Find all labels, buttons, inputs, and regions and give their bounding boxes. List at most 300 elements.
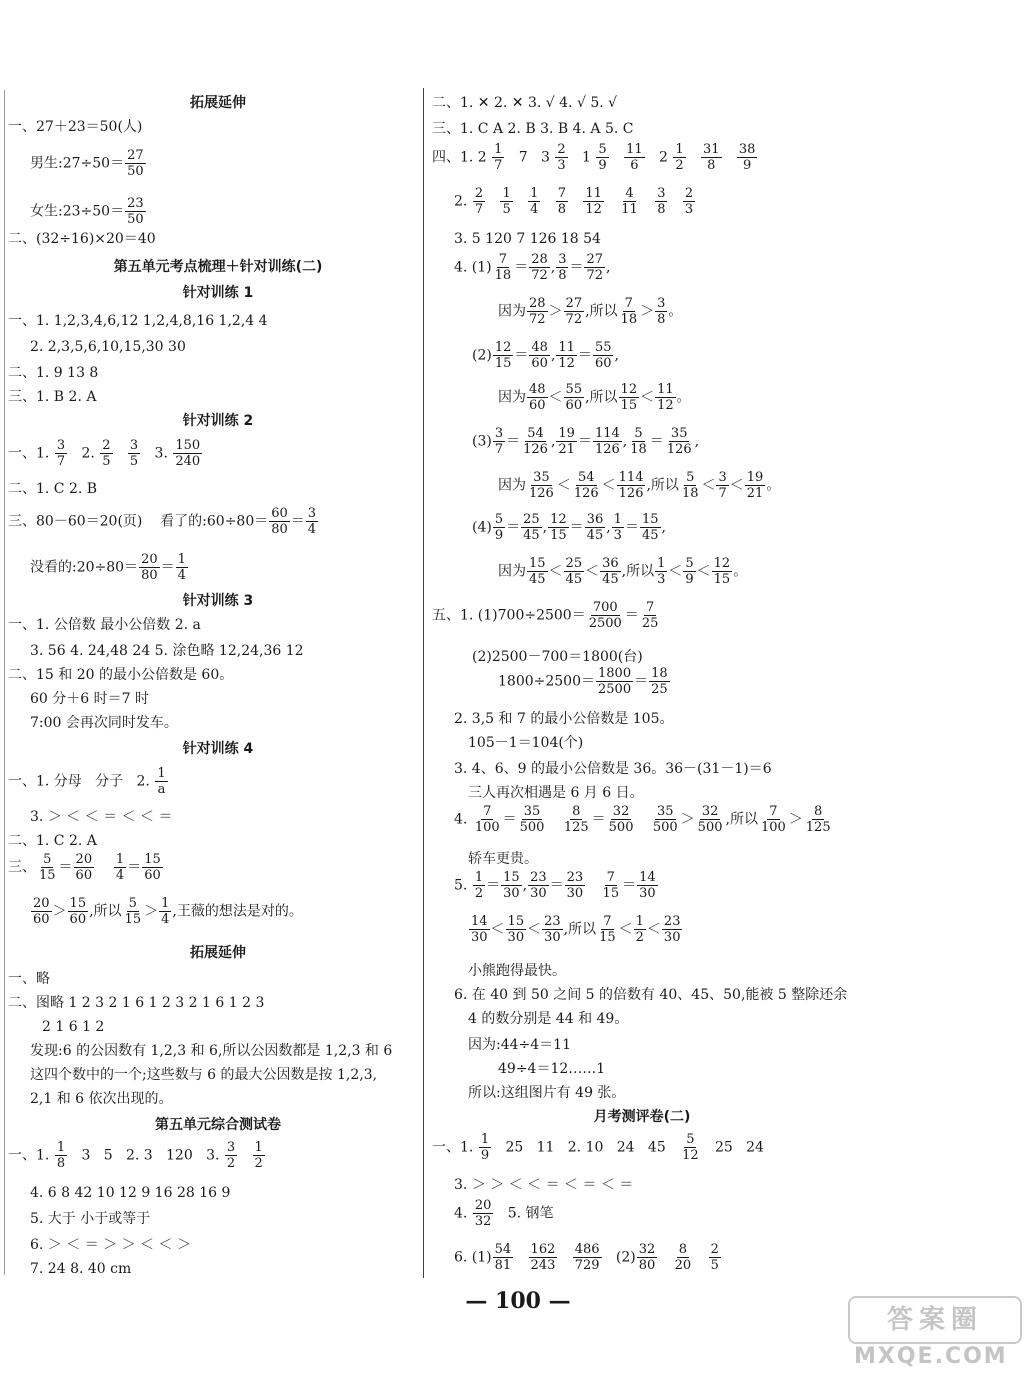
fraction <box>74 852 95 883</box>
fraction <box>596 142 608 173</box>
answer-text: ＞ <box>788 811 803 828</box>
denominator: 6 <box>630 158 639 173</box>
answer-line <box>432 600 661 631</box>
fraction <box>587 600 624 631</box>
denominator: 60 <box>594 356 612 371</box>
fraction <box>617 470 646 501</box>
answer-text: ＝ <box>502 811 517 828</box>
denominator: 18 <box>620 312 638 327</box>
fraction <box>601 870 622 901</box>
watermark-top: 答案圈 <box>848 1296 1022 1344</box>
fraction <box>556 426 577 457</box>
answer-line <box>8 364 98 382</box>
answer-text: ＝ <box>569 519 584 536</box>
answer-line <box>30 552 189 583</box>
answer-text: ＞ <box>52 903 67 920</box>
denominator: 2 <box>226 1156 236 1171</box>
denominator: 60 <box>33 912 50 927</box>
answer-text: 。 <box>766 477 781 494</box>
answer-text: 发现:6 的公因数有 1,2,3 和 6,所以公因数都是 1,2,3 和 6 <box>30 1043 393 1059</box>
answer-text: 。 <box>733 563 748 580</box>
answer-text: 5. 钢笔 <box>494 1205 554 1222</box>
fraction <box>640 600 661 631</box>
numerator: 4 <box>625 186 634 201</box>
watermark-logo <box>848 1296 1028 1369</box>
page-number: — 100 — <box>465 1288 571 1314</box>
fraction <box>673 142 685 173</box>
answer-line <box>8 312 268 330</box>
answer-text: ＝ <box>160 559 175 576</box>
answer-line <box>30 338 186 356</box>
answer-text: 没看的:20÷80＝ <box>30 559 139 576</box>
denominator: 9 <box>743 158 752 173</box>
numerator: 5 <box>685 556 694 571</box>
numerator: 55 <box>565 382 583 397</box>
denominator: 30 <box>639 886 656 901</box>
answer-text: 105－1＝104(个) <box>468 735 584 751</box>
answer-text: 7 3 <box>505 149 555 166</box>
answer-line <box>454 186 696 217</box>
numerator: 2 <box>557 142 566 157</box>
denominator: 12 <box>682 1148 699 1163</box>
fraction <box>696 804 725 835</box>
answer-line <box>8 118 142 136</box>
answer-text: ＜ <box>640 389 655 406</box>
numerator: 23 <box>127 196 144 211</box>
answer-line <box>454 710 674 728</box>
denominator: 5 <box>502 202 511 217</box>
denominator: 72 <box>586 268 604 283</box>
answer-text: ＝ <box>624 607 639 624</box>
numerator: 19 <box>558 426 575 441</box>
denominator: 18 <box>494 268 512 283</box>
numerator: 162 <box>530 1242 556 1257</box>
numerator: 7 <box>557 186 567 201</box>
denominator: 125 <box>563 820 589 835</box>
numerator: 20 <box>75 852 93 867</box>
numerator: 32 <box>638 1242 656 1257</box>
numerator: 150 <box>175 438 201 453</box>
answer-line <box>498 296 682 327</box>
answer-text: 二、1. 9 13 8 <box>8 365 99 381</box>
fraction <box>55 1140 67 1171</box>
fraction <box>673 1242 694 1273</box>
answer-text <box>723 150 736 166</box>
denominator: 9 <box>494 528 504 543</box>
answer-text: 女生:23÷50＝ <box>30 203 125 220</box>
answer-text: 3. ＞ ＜ ＜ ＝ ＜ ＜ ＝ <box>30 809 173 825</box>
numerator: 11 <box>558 340 575 355</box>
answer-text: 1800÷2500＝ <box>498 673 595 690</box>
denominator: 240 <box>175 454 201 469</box>
answer-text: 4. 6 8 42 10 12 9 16 28 16 9 <box>30 1185 231 1201</box>
denominator: 125 <box>805 820 831 835</box>
fraction <box>493 512 505 543</box>
answer-text: ＝ <box>58 859 73 876</box>
numerator: 54 <box>494 1242 512 1257</box>
fraction <box>655 186 667 217</box>
denominator: 30 <box>503 886 520 901</box>
numerator: 23 <box>544 914 561 929</box>
fraction <box>597 914 618 945</box>
section-heading: 针对训练 3 <box>182 593 254 609</box>
denominator: 5 <box>102 454 111 469</box>
answer-text <box>541 194 554 210</box>
numerator: 486 <box>574 1242 600 1257</box>
denominator: 8 <box>657 312 666 327</box>
section-heading: 第五单元综合测试卷 <box>155 1117 281 1133</box>
answer-text: 五、1. (1)700÷2500＝ <box>432 607 586 624</box>
denominator: 20 <box>674 1258 692 1273</box>
fraction <box>573 1242 602 1273</box>
denominator: 12 <box>657 398 674 413</box>
answer-text: 2. 2,3,5,6,10,15,30 30 <box>30 339 186 355</box>
denominator: 7 <box>474 202 484 217</box>
fraction <box>593 426 622 457</box>
numerator: 8 <box>678 1242 688 1257</box>
numerator: 3 <box>718 470 727 485</box>
answer-line <box>432 1132 764 1163</box>
fraction <box>634 914 646 945</box>
answer-text: 一、1. 分母 分子 2. <box>8 773 155 790</box>
fraction <box>493 1242 514 1273</box>
fraction <box>683 186 695 217</box>
numerator: 25 <box>523 512 540 527</box>
numerator: 25 <box>565 556 583 571</box>
denominator: 500 <box>652 820 678 835</box>
denominator: 15 <box>713 572 731 587</box>
fraction <box>655 556 667 587</box>
denominator: 2500 <box>598 682 632 697</box>
fraction <box>500 186 512 217</box>
fraction <box>572 470 601 501</box>
answer-text: 一、1. <box>8 445 54 462</box>
answer-text <box>114 446 127 462</box>
fraction <box>492 142 504 173</box>
numerator: 35 <box>533 470 550 485</box>
fraction <box>662 914 683 945</box>
numerator: 114 <box>594 426 620 441</box>
answer-text <box>547 812 560 828</box>
answer-line <box>8 616 201 634</box>
fraction <box>556 340 577 371</box>
answer-text: 这四个数中的一个;这些数与 6 的最大公因数是按 1,2,3, <box>30 1067 378 1083</box>
answer-text: 小熊跑得最快。 <box>468 963 566 979</box>
denominator: 2 <box>474 886 484 901</box>
denominator: 100 <box>760 820 786 835</box>
denominator: 9 <box>480 1148 490 1163</box>
denominator: 18 <box>681 486 699 501</box>
answer-text: 四、1. 2 <box>432 149 492 166</box>
answer-text: 2,1 和 6 依次出现的。 <box>30 1091 173 1107</box>
fraction <box>555 142 567 173</box>
denominator: 30 <box>530 886 547 901</box>
fraction <box>521 512 542 543</box>
answer-line <box>472 512 666 543</box>
numerator: 7 <box>498 252 508 267</box>
denominator: 72 <box>529 312 546 327</box>
answer-text: , <box>622 433 628 450</box>
fraction <box>542 914 563 945</box>
denominator: 8 <box>557 202 567 217</box>
denominator: 72 <box>531 268 548 283</box>
answer-text: ＜ <box>490 921 505 938</box>
fraction <box>529 340 550 371</box>
answer-line <box>30 196 147 227</box>
answer-line <box>8 666 233 684</box>
denominator: 9 <box>598 158 607 173</box>
answer-text: 因为 <box>498 303 526 320</box>
numerator: 55 <box>594 340 612 355</box>
answer-text <box>514 194 527 210</box>
answer-line <box>454 1198 554 1229</box>
numerator: 15 <box>507 914 525 929</box>
answer-line <box>468 1084 625 1102</box>
answer-text: 二、1. C 2. A <box>8 833 97 849</box>
denominator: 4 <box>115 868 125 883</box>
answer-text: 6. (1) <box>454 1249 492 1266</box>
answer-text: 三、1. C A 2. B 3. B 4. A 5. C <box>432 121 634 137</box>
answer-text: 男生:27÷50＝ <box>30 155 125 172</box>
fraction <box>680 1132 701 1163</box>
fraction <box>527 296 548 327</box>
fraction <box>612 512 624 543</box>
fraction <box>628 426 649 457</box>
fraction <box>619 296 640 327</box>
answer-text: ,所以 <box>585 389 618 406</box>
numerator: 7 <box>645 600 655 615</box>
numerator: 3 <box>558 252 567 267</box>
fraction <box>528 870 549 901</box>
fraction <box>683 556 695 587</box>
numerator: 5 <box>43 852 52 867</box>
answer-line <box>8 230 156 248</box>
fraction <box>564 296 585 327</box>
answer-line <box>30 1236 191 1254</box>
fraction <box>37 852 58 883</box>
answer-text: ＝ <box>591 811 606 828</box>
answer-text: (2) <box>472 347 492 364</box>
answer-text: ＝ <box>514 259 529 276</box>
fraction <box>123 896 144 927</box>
fraction <box>562 804 591 835</box>
answer-text: ＝ <box>577 433 592 450</box>
answer-text: 一、1. <box>8 1147 54 1164</box>
denominator: 30 <box>471 930 488 945</box>
answer-text: , <box>661 519 666 536</box>
numerator: 11 <box>657 382 674 397</box>
answer-text: 2. 3,5 和 7 的最小公倍数是 105。 <box>454 711 674 727</box>
denominator: 8 <box>56 1156 66 1171</box>
answer-text: 一、27＋23＝50(人) <box>8 119 143 135</box>
answer-line <box>30 1090 173 1108</box>
numerator: 3 <box>307 506 317 521</box>
answer-text: 2. <box>454 193 472 210</box>
fraction <box>655 296 667 327</box>
fraction <box>125 196 146 227</box>
answer-text: , <box>550 259 556 276</box>
denominator: 126 <box>618 486 644 501</box>
answer-text: , <box>542 519 548 536</box>
denominator: 4 <box>161 912 170 927</box>
fraction <box>585 512 606 543</box>
answer-text: 3. ＞ ＞ ＜ ＜ ＝ ＜ ＝ ＜ ＝ <box>454 1177 634 1193</box>
fraction <box>651 804 680 835</box>
answer-text: 二、1. C 2. B <box>8 481 98 497</box>
denominator: 500 <box>697 820 723 835</box>
answer-text <box>514 1250 527 1266</box>
answer-text: 。 <box>668 303 683 320</box>
fraction <box>128 438 140 469</box>
answer-line <box>468 1036 571 1054</box>
numerator: 12 <box>713 556 731 571</box>
fraction <box>253 1140 265 1171</box>
answer-text: ,王薇的想法是对的。 <box>172 903 303 920</box>
denominator: 81 <box>494 1258 512 1273</box>
numerator: 60 <box>271 506 288 521</box>
answer-text: ＜ <box>585 563 600 580</box>
answer-text: ＜ <box>696 563 711 580</box>
denominator: 7 <box>718 486 727 501</box>
answer-text: ＜ <box>668 563 683 580</box>
denominator: 45 <box>641 528 659 543</box>
answer-text: 因为:44÷4＝11 <box>468 1037 571 1053</box>
numerator: 5 <box>128 896 137 911</box>
section-heading: 拓展延伸 <box>190 945 246 961</box>
numerator: 1 <box>56 1140 66 1155</box>
fraction <box>619 382 640 413</box>
numerator: 114 <box>618 470 644 485</box>
fraction <box>55 438 67 469</box>
answer-line <box>432 94 617 112</box>
answer-line <box>468 734 583 752</box>
fraction <box>759 804 788 835</box>
fraction <box>479 1132 491 1163</box>
denominator: 126 <box>523 442 548 457</box>
answer-line <box>498 470 780 501</box>
answer-text: 1 <box>568 149 596 166</box>
numerator: 15 <box>503 870 520 885</box>
answer-line <box>432 120 634 138</box>
answer-text: 4. <box>454 1205 472 1222</box>
numerator: 7 <box>483 804 492 819</box>
section-heading: 拓展延伸 <box>190 95 246 111</box>
answer-line <box>8 970 50 988</box>
fraction <box>583 186 604 217</box>
denominator: 11 <box>621 202 638 217</box>
denominator: 3 <box>657 572 666 587</box>
section-heading: 针对训练 2 <box>182 413 254 429</box>
denominator: 60 <box>529 398 546 413</box>
denominator: 15 <box>494 356 512 371</box>
answer-text: ＝ <box>549 877 564 894</box>
denominator: 21 <box>746 486 764 501</box>
answer-text <box>668 194 681 210</box>
answer-text: ＜ <box>701 477 716 494</box>
denominator: 12 <box>585 202 602 217</box>
answer-text: (3) <box>472 433 492 450</box>
answer-line <box>454 986 847 1004</box>
answer-text: ＝ <box>569 259 584 276</box>
fraction <box>804 804 833 835</box>
answer-text: 25 24 <box>701 1139 764 1156</box>
answer-line <box>498 666 671 697</box>
numerator: 8 <box>572 804 581 819</box>
answer-text: ＝ <box>127 859 142 876</box>
numerator: 7 <box>606 870 615 885</box>
answer-text: (4) <box>472 519 492 536</box>
numerator: 1 <box>157 766 166 781</box>
denominator: 80 <box>271 522 288 537</box>
answer-text: 三、80－60＝20(页) 看了的:60÷80＝ <box>8 513 269 530</box>
section-heading: 月考测评卷(二) <box>593 1109 691 1125</box>
fraction <box>269 506 290 537</box>
answer-line <box>454 804 834 835</box>
denominator: 25 <box>651 682 668 697</box>
fraction <box>501 870 522 901</box>
watermark-url: MXQE.COM <box>854 1344 1008 1369</box>
answer-text: ＞ <box>548 303 563 320</box>
numerator: 5 <box>598 142 607 157</box>
numerator: 1 <box>530 186 539 201</box>
numerator: 1 <box>502 186 511 201</box>
numerator: 20 <box>141 552 158 567</box>
answer-text <box>687 150 700 166</box>
numerator: 1800 <box>598 666 632 681</box>
denominator: 4 <box>177 568 186 583</box>
numerator: 23 <box>663 914 681 929</box>
numerator: 15 <box>529 556 546 571</box>
fraction <box>564 382 585 413</box>
denominator: 45 <box>602 572 619 587</box>
numerator: 32 <box>612 804 630 819</box>
answer-line <box>498 556 747 587</box>
answer-text: 一、1. 1,2,3,4,6,12 1,2,4,8,16 1,2,4 4 <box>8 313 268 329</box>
numerator: 5 <box>634 426 643 441</box>
numerator: 35 <box>523 804 541 819</box>
numerator: 2 <box>684 186 694 201</box>
answer-text <box>238 1148 251 1164</box>
denominator: 3 <box>684 202 694 217</box>
numerator: 20 <box>33 896 50 911</box>
numerator: 12 <box>494 340 512 355</box>
answer-line <box>8 852 164 883</box>
page-number-value: 100 <box>495 1288 541 1314</box>
answer-line <box>498 382 691 413</box>
denominator: 15 <box>550 528 567 543</box>
answer-line <box>8 1140 266 1171</box>
denominator: 60 <box>144 868 161 883</box>
numerator: 2 <box>474 186 484 201</box>
fraction <box>596 666 633 697</box>
answer-text: , <box>550 433 556 450</box>
fraction <box>473 1198 494 1229</box>
numerator: 54 <box>577 470 595 485</box>
answer-line <box>454 1176 633 1194</box>
denominator: 500 <box>608 820 634 835</box>
answer-line <box>454 230 601 248</box>
answer-text: 二、1. ✕ 2. ✕ 3. √ 4. √ 5. √ <box>432 95 618 111</box>
answer-text <box>641 194 654 210</box>
answer-text: 4. (1) <box>454 259 492 276</box>
fraction <box>527 556 548 587</box>
answer-text: ＜ <box>548 563 563 580</box>
numerator: 27 <box>586 252 604 267</box>
numerator: 7 <box>603 914 612 929</box>
answer-text: 5. 大于 小于或等于 <box>30 1211 151 1227</box>
fraction <box>712 556 733 587</box>
denominator: 60 <box>531 356 548 371</box>
